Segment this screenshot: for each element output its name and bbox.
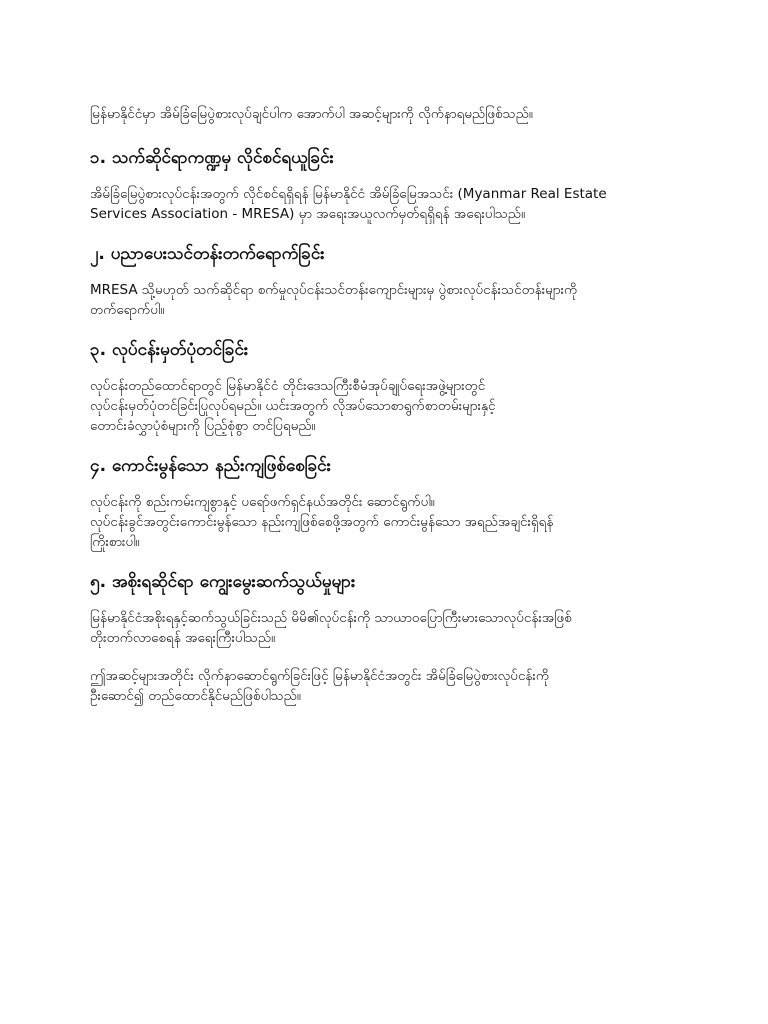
section-heading: ၅. အစိုးရဆိုင်ရာ ကျွေးမွေးဆက်သွယ်မှုများ — [90, 572, 356, 592]
closing-paragraph: ဤအဆင့်များအတိုင်း လိုက်နာဆောင်ရွက်ခြင်းဖြင့် မြန်မာနိုင်ငံအတွင်း အိမ်ခြံမြေပွဲစားလုပ်ငန်းကို ဦးဆောင်၍ တည်ထောင်နိုင်မည်ဖြစ်ပါသည်။ — [90, 668, 550, 704]
section-license — [90, 146, 680, 224]
section-heading: ၄. ကောင်းမွန်သော နည်းကျဖြစ်စေခြင်း — [90, 456, 331, 476]
document-page — [90, 104, 680, 706]
section-body: လုပ်ငန်းတည်ထောင်ရာတွင် မြန်မာနိုင်ငံ တိုင်းဒေသကြီးစီမံအုပ်ချုပ်ရေးအဖွဲ့များတွင် လုပ်ငန်းမှတ်ပုံတင်ခြင်းပြုလုပ်ရမည်။ ယင်းအတွက် လိုအပ်သောစာရွက်စာတမ်းများနှင့် တောင်းခံလွှာပုံစံများကို ပြည့်စုံစွာ တင်ပြရမည်။ — [90, 378, 496, 434]
section-body: မြန်မာနိုင်ငံအစိုးရနှင့်ဆက်သွယ်ခြင်းသည် မိမိ၏လုပ်ငန်းကို သာယာဝပြောကြီးမားသောလုပ်ငန်းအဖြစ် တိုးတက်လာစေရန် အရေးကြီးပါသည်။ — [90, 610, 572, 646]
section-registration — [90, 338, 680, 436]
section-body: အိမ်ခြံမြေပွဲစားလုပ်ငန်းအတွက် လိုင်စင်ရရှိရန် မြန်မာနိုင်ငံ အိမ်ခြံမြေအသင်း (Myanmar Real Estate Services Association - MRESA) မှာ အရေးအယူလက်မှတ်ရရှိရန် အရေးပါသည်။ — [90, 186, 607, 222]
section-body: လုပ်ငန်းကို စည်းကမ်းကျစွာနှင့် ပရော်ဖက်ရှင်နယ်အတိုင်း ဆောင်ရွက်ပါ။ လုပ်ငန်းခွင်အတွင်းကောင်းမွန်သော နည်းကျဖြစ်စေဖို့အတွက် ကောင်းမွန်သော အရည်အချင်းရှိရန် ကြိုးစားပါ။ — [90, 494, 554, 550]
section-body: MRESA သို့မဟုတ် သက်ဆိုင်ရာ စက်မှုလုပ်ငန်းသင်တန်းကျောင်းများမှ ပွဲစားလုပ်ငန်းသင်တန်းများကို တက်ရောက်ပါ။ — [90, 282, 578, 318]
intro-paragraph: မြန်မာနိုင်ငံမှာ အိမ်ခြံမြေပွဲစားလုပ်ချင်ပါက အောက်ပါ အဆင့်များကို လိုက်နာရမည်ဖြစ်သည်။ — [90, 106, 533, 122]
section-heading: ၂. ပညာပေးသင်တန်းတက်ရောက်ခြင်း — [90, 244, 325, 264]
section-training — [90, 242, 680, 320]
section-good-practice — [90, 454, 680, 552]
section-heading: ၃. လုပ်ငန်းမှတ်ပုံတင်ခြင်း — [90, 340, 249, 360]
section-heading: ၁. သက်ဆိုင်ရာကဏ္ဍမှ လိုင်စင်ရယူခြင်း — [90, 148, 334, 168]
section-government — [90, 570, 680, 648]
